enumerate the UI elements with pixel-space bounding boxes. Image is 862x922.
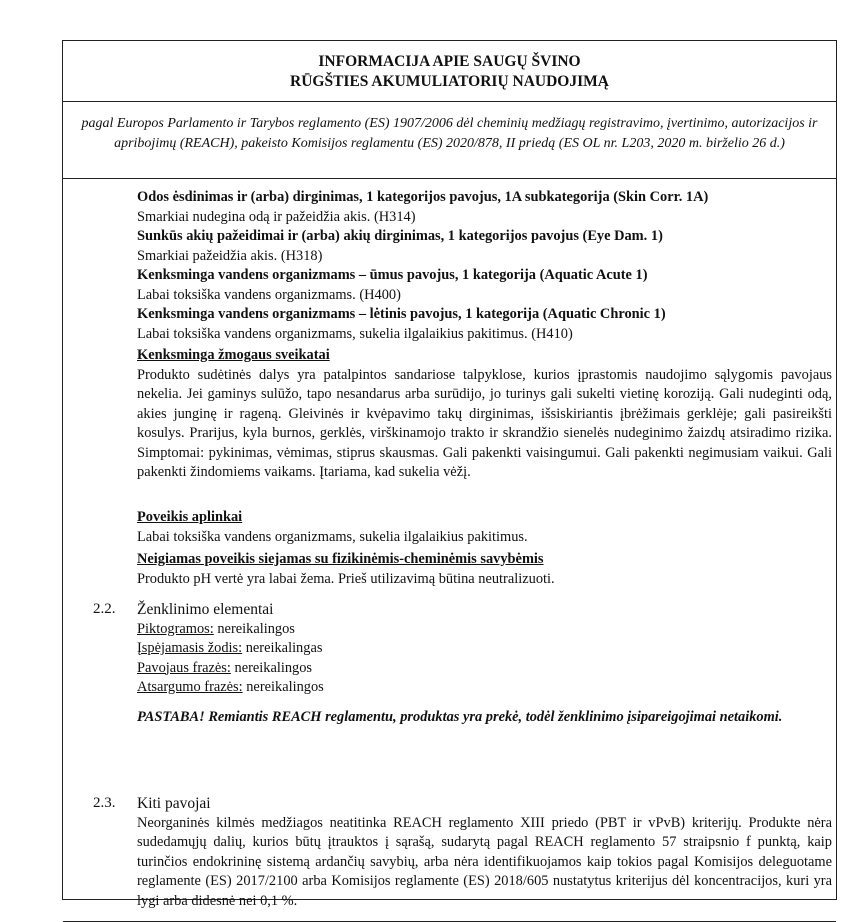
other-hazards-section [137, 794, 832, 911]
labelling-row-label: Atsargumo frazės: [137, 679, 243, 695]
regulation-subtitle: pagal Europos Parlamento ir Tarybos reglamento (ES) 1907/2006 dėl cheminių medžiagų registravimo, įvertinimo, autorizacijos ir apribojimų (REACH), pakeisto Komisijos reglamentu (ES) 2020/878, II priedą (ES OL nr. L203, 2020 m. birželio 26 d.) [63, 102, 836, 179]
labelling-note: PASTABA! Remiantis REACH reglamentu, produktas yra prekė, todėl ženklinimo įsipareigojimai netaikomi. [137, 708, 783, 725]
physchem-title: Neigiamas poveikis siejamas su fizikinėmis-cheminėmis savybėmis [137, 551, 544, 567]
labelling-title: Ženklinimo elementai [137, 601, 274, 618]
health-title: Kenksminga žmogaus sveikatai [137, 347, 330, 363]
labelling-row-label: Piktogramos: [137, 620, 214, 637]
other-hazards-title: Kiti pavojai [137, 795, 211, 812]
labelling-row [137, 639, 832, 659]
environment-text: Labai toksiška vandens organizmams, sukelia ilgalaikius pakitimus. [137, 528, 528, 545]
labelling-row-value: nereikalingos [242, 679, 324, 695]
labelling-row-value: nereikalingas [242, 640, 323, 656]
labelling-row [137, 659, 832, 679]
health-text: Produkto sudėtinės dalys yra patalpintos sandariose talpyklose, kurios įprastomis naudojimo sąlygomis pavojaus nekelia. Jei gaminys sulūžo, tapo nesandarus arba surūdijo, jo turinys gali sukelti vietinę koroziją. Gali nudeginti odą, akies junginę ir rageną. Gleivinės ir kvėpavimo takų dirginimas, išsiskiriantis įbrėžimais gerklėje; gali pasireikšti kosulys. Prarijus, kyla burnos, gerklės, virškinamojo trakto ir skrandžio sienelės nudeginimo žaizdų atsiradimo rizika. Simptomai: pykinimas, vėmimas, stiprus skausmas. Gali pakenkti vaisingumui. Gali pakenkti negimusiam vaikui. Gali pakenkti žindomiems vaikams. Įtariama, kad sukelia vėžį. [137, 366, 832, 480]
environment-section [137, 508, 832, 547]
labelling-row [137, 678, 832, 698]
environment-title: Poveikis aplinkai [137, 509, 243, 525]
section-number-2-2: 2.2. [93, 601, 116, 617]
hazard-title: Kenksminga vandens organizmams – lėtinis pavojus, 1 kategorija (Aquatic Chronic 1) [137, 306, 666, 322]
labelling-row-value: nereikalingos [213, 620, 295, 637]
header-title-line1: INFORMACIJA APIE SAUGŲ ŠVINO [318, 53, 581, 70]
hazard-title: Kenksminga vandens organizmams – ūmus pavojus, 1 kategorija (Aquatic Acute 1) [137, 267, 648, 283]
other-hazards-text: Neorganinės kilmės medžiagos neatitinka REACH reglamento XIII priedo (PBT ir vPvB) kriterijų. Produkte nėra sudedamųjų dalių, kurios būtų įtrauktos į sąrašą, sudarytą pagal REACH reglamento 57 straipsnio f punktą, kaip turinčios endokrininę sistemą ardančių savybių, arba nėra identifikuojamos kaip tokios pagal Komisijos deleguotame reglamente (ES) 2017/2100 arba Komisijos reglamente (ES) 2018/605 nustatytus kriterijus dėl koncentracijos, kuri yra lygi arba didesnė nei 0,1 %. [137, 814, 832, 909]
hazard-list [137, 188, 832, 344]
labelling-row-value: nereikalingos [230, 659, 313, 676]
physchem-section [137, 550, 832, 589]
physchem-text: Produkto pH vertė yra labai žema. Prieš utilizavimą būtina neutralizuoti. [137, 570, 555, 587]
labelling-section [137, 600, 832, 727]
health-section [137, 346, 832, 483]
labelling-row-label: Įspėjamasis žodis: [137, 640, 243, 656]
section-number-2-3: 2.3. [93, 795, 116, 811]
hazard-text: Smarkiai nudegina odą ir pažeidžia akis. (H314) [137, 208, 416, 225]
labelling-row-label: Pavojaus frazės: [137, 659, 231, 676]
header-title-line2: RŪGŠTIES AKUMULIATORIŲ NAUDOJIMĄ [290, 73, 609, 90]
hazard-title: Odos ėsdinimas ir (arba) dirginimas, 1 kategorijos pavojus, 1A subkategorija (Skin Corr. 1A) [137, 189, 709, 205]
document-header [63, 41, 836, 102]
hazard-text: Labai toksiška vandens organizmams, sukelia ilgalaikius pakitimus. (H410) [137, 325, 573, 342]
hazard-text: Labai toksiška vandens organizmams. (H400) [137, 286, 401, 303]
hazard-title: Sunkūs akių pažeidimai ir (arba) akių dirginimas, 1 kategorijos pavojus (Eye Dam. 1) [137, 228, 663, 244]
labelling-row [137, 620, 832, 640]
document-frame [62, 40, 837, 909]
hazard-text: Smarkiai pažeidžia akis. (H318) [137, 247, 323, 264]
